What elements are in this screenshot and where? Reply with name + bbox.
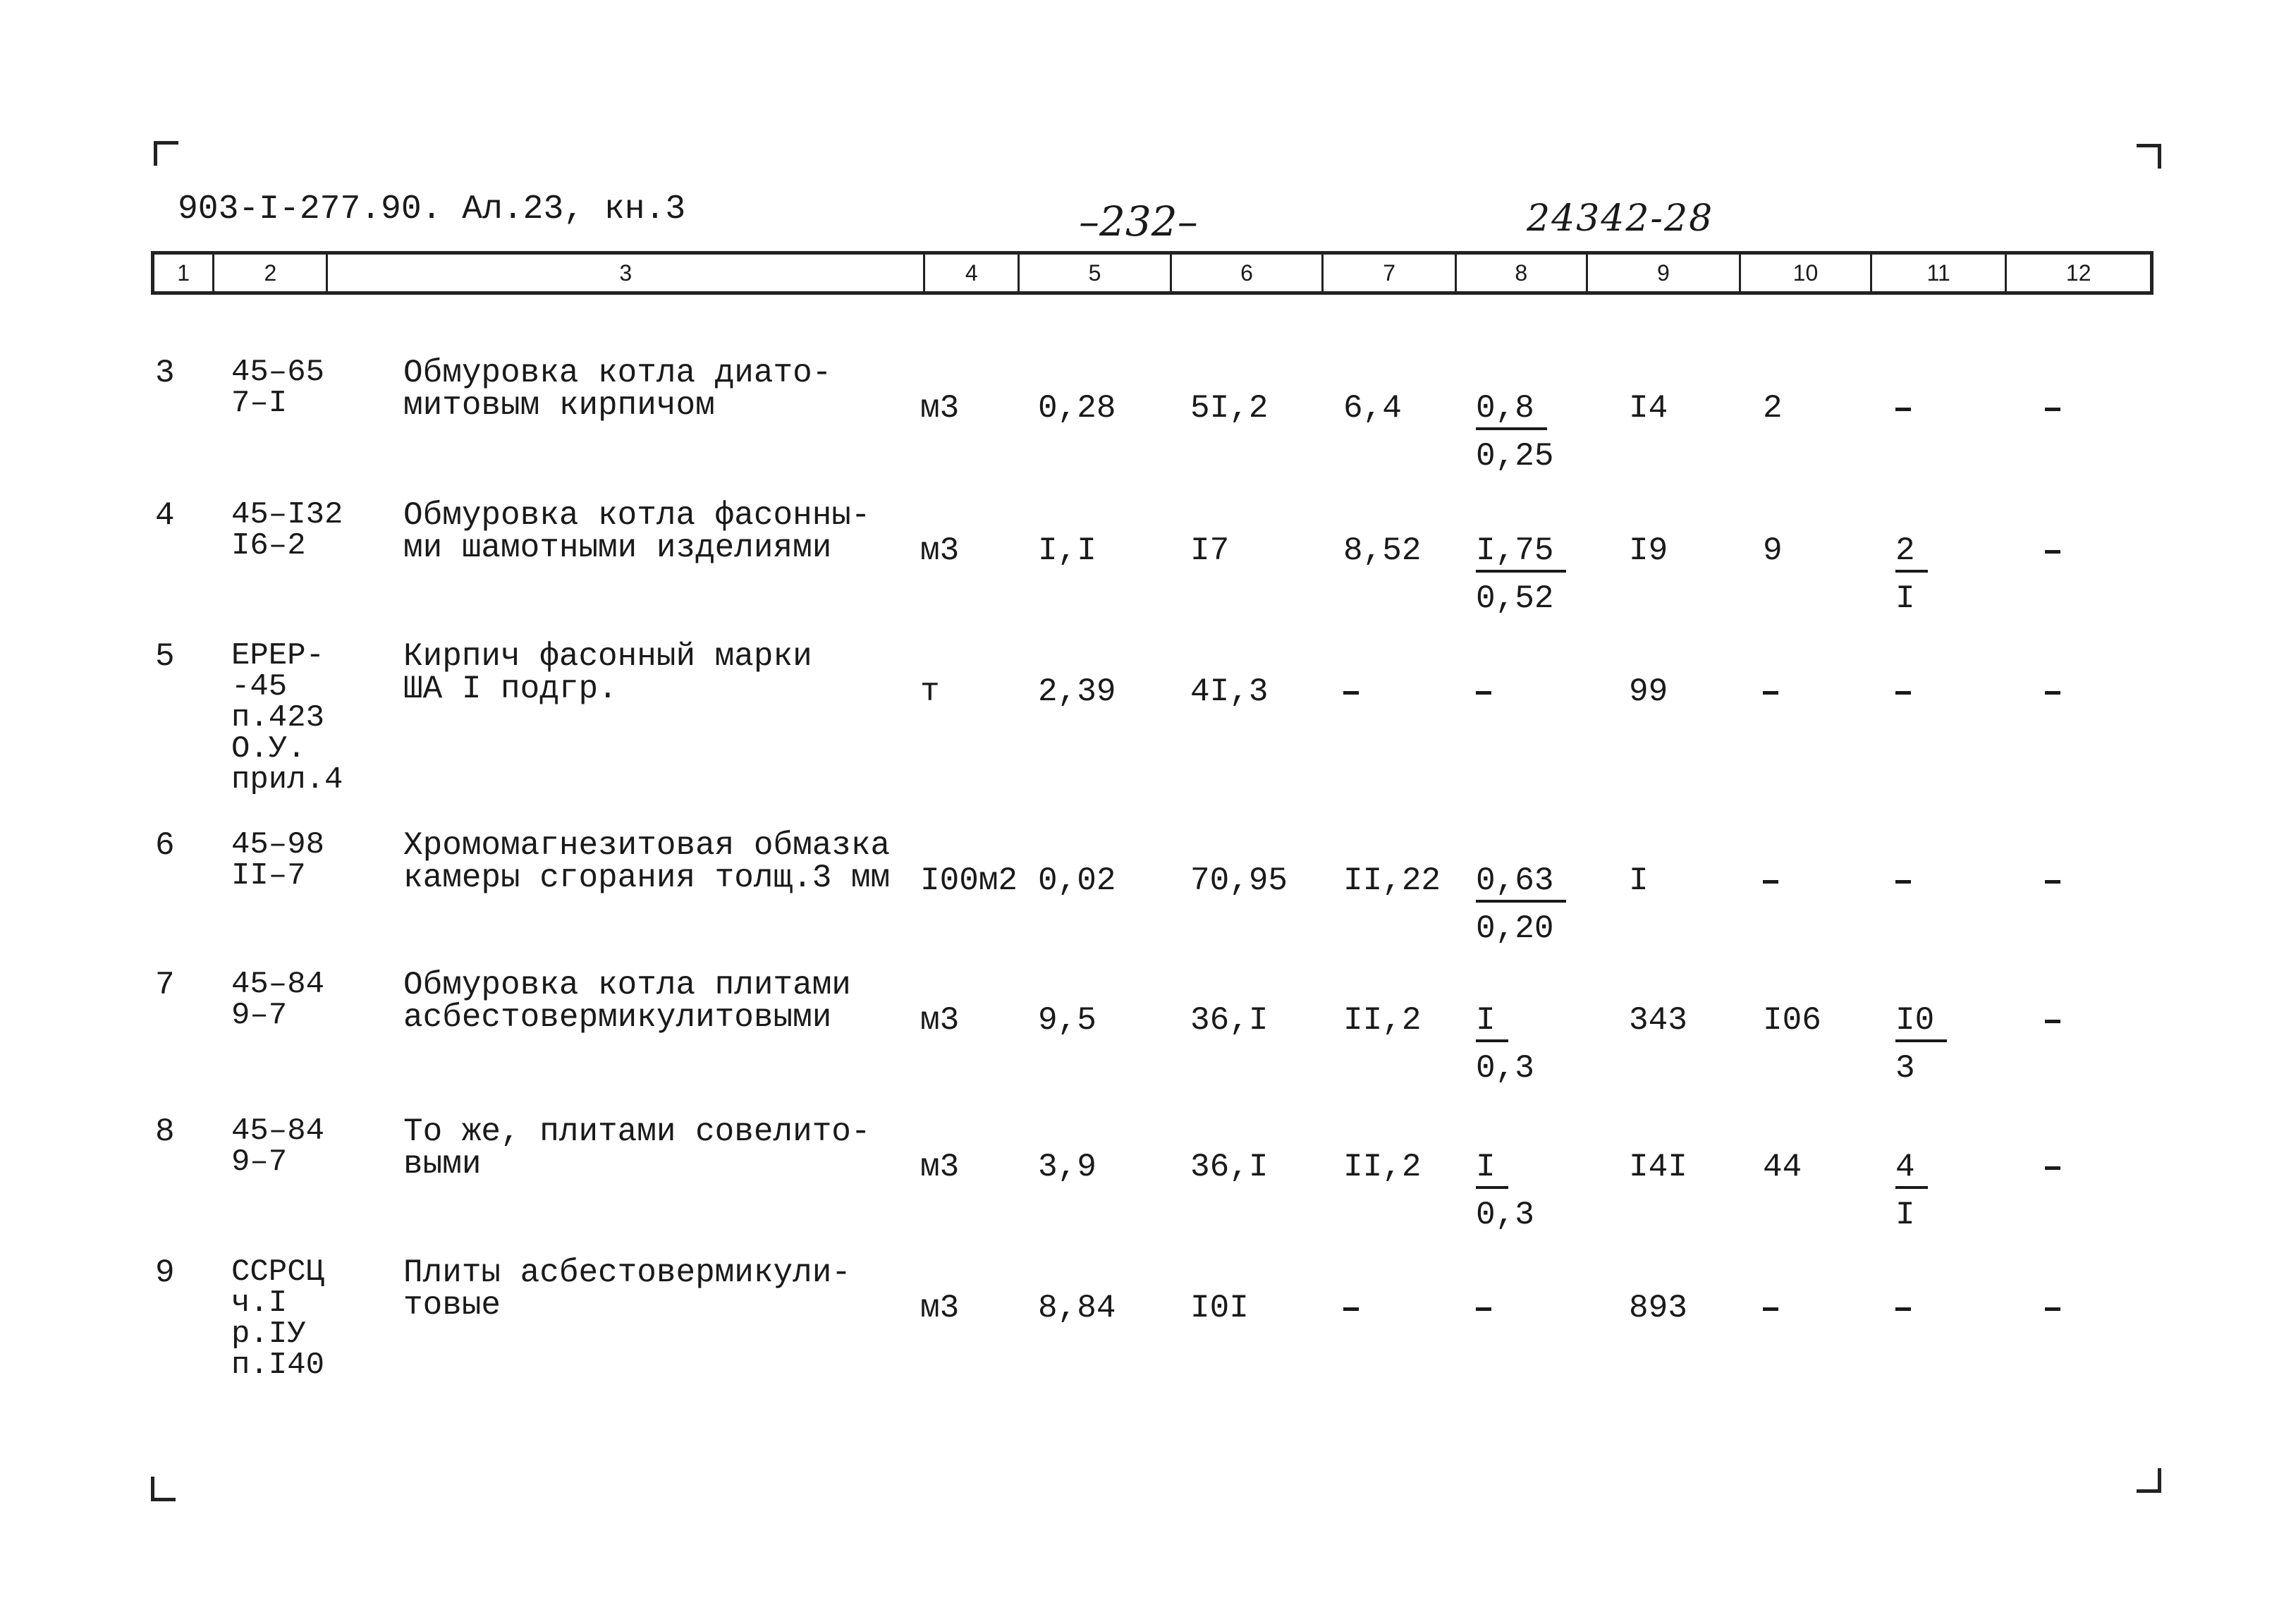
- norm-code: 45–65 7–I: [231, 355, 325, 421]
- cell-col-9: I9: [1629, 532, 1668, 569]
- norm-code: ЕРЕР- -45 п.423 О.У. прил.4: [231, 638, 343, 798]
- cell-col-11-fraction-numerator: I0: [1895, 1004, 1947, 1042]
- cell-col-8-fraction-denominator: 0,20: [1476, 910, 1554, 947]
- document-number: 24342-28: [1527, 197, 1714, 240]
- cell-col-9: I: [1629, 862, 1649, 899]
- work-description: То же, плитами совелито- выми: [403, 1113, 871, 1183]
- cell-col-8-fraction-numerator: I: [1476, 1004, 1508, 1042]
- unit: м3: [920, 1002, 960, 1039]
- row-number: 5: [155, 638, 175, 675]
- cell-col-10-dash: [1763, 691, 1778, 695]
- unit-cost: 36,I: [1190, 1002, 1269, 1039]
- corner-mark-top-right: [2137, 144, 2161, 169]
- unit-cost: 4I,3: [1190, 673, 1269, 710]
- row-number: 6: [155, 827, 175, 864]
- cell-col-11-fraction-numerator: 2: [1895, 535, 1928, 573]
- cell-col-10: I06: [1763, 1002, 1821, 1039]
- cell-col-7: 6,4: [1343, 390, 1402, 427]
- cell-col-8-fraction: [1476, 532, 1566, 617]
- norm-code: 45–98 II–7: [231, 827, 325, 893]
- cell-col-8-fraction-denominator: 0,52: [1476, 580, 1554, 617]
- cell-col-11-dash: [1895, 691, 1911, 695]
- cell-col-11-fraction-denominator: I: [1895, 580, 1915, 617]
- cell-col-8-fraction-denominator: 0,3: [1476, 1197, 1534, 1233]
- cell-col-11-fraction: [1895, 532, 1928, 617]
- unit: м3: [920, 390, 960, 427]
- cell-col-11-fraction-denominator: 3: [1895, 1050, 1915, 1087]
- column-header-2: 2: [214, 255, 328, 291]
- column-header-7: 7: [1324, 255, 1457, 291]
- unit-cost: I7: [1190, 532, 1230, 569]
- cell-col-11-fraction: [1895, 1151, 1928, 1231]
- cell-col-8-fraction-numerator: 0,8: [1476, 392, 1547, 430]
- unit-cost: 36,I: [1190, 1149, 1269, 1185]
- cell-col-9: 343: [1629, 1002, 1687, 1039]
- norm-code: 45–I32 I6–2: [231, 497, 343, 563]
- work-description: Плиты асбестовермикули- товые: [403, 1254, 851, 1324]
- row-number: 8: [155, 1113, 175, 1150]
- quantity: 8,84: [1038, 1290, 1116, 1326]
- document-reference: 903-I-277.90. Ал.23, кн.3: [178, 190, 686, 228]
- cell-col-12-dash: [2045, 1166, 2060, 1170]
- corner-mark-bottom-left: [151, 1477, 176, 1501]
- cell-col-8-fraction: [1476, 1151, 1534, 1231]
- page-number: –232–: [1079, 197, 1198, 245]
- quantity: I,I: [1038, 532, 1096, 569]
- unit-cost: 5I,2: [1190, 390, 1269, 427]
- cell-col-10: 44: [1763, 1149, 1802, 1185]
- unit: I00м2: [920, 862, 1018, 899]
- row-number: 7: [155, 967, 175, 1003]
- unit-cost: 70,95: [1190, 862, 1288, 899]
- corner-mark-top-left: [154, 141, 178, 166]
- cell-col-7-dash: [1343, 691, 1359, 695]
- norm-code: 45–84 9–7: [231, 967, 325, 1033]
- cell-col-10: 9: [1763, 532, 1783, 569]
- column-header-12: 12: [2065, 260, 2091, 286]
- cell-col-7: 8,52: [1343, 532, 1422, 569]
- work-description: Хромомагнезитовая обмазка камеры сгорания толщ.3 мм: [403, 827, 891, 896]
- cell-col-7: II,2: [1343, 1002, 1422, 1039]
- work-description: Обмуровка котла плитами асбестовермикулитовыми: [403, 967, 851, 1036]
- unit: м3: [920, 532, 960, 569]
- column-header-6: 6: [1172, 255, 1324, 291]
- norm-code: 45–84 9–7: [231, 1113, 325, 1180]
- cell-col-8-fraction-numerator: 0,63: [1476, 865, 1566, 903]
- quantity: 0,28: [1038, 390, 1116, 427]
- unit: м3: [920, 1149, 960, 1185]
- cell-col-10-dash: [1763, 1307, 1778, 1311]
- column-header-8: 8: [1457, 255, 1588, 291]
- column-header-1: 1: [154, 255, 214, 291]
- cell-col-8-fraction-denominator: 0,25: [1476, 438, 1554, 475]
- cell-col-11-fraction-numerator: 4: [1895, 1151, 1928, 1189]
- cell-col-7-dash: [1343, 1307, 1359, 1311]
- unit-cost: I0I: [1190, 1290, 1249, 1326]
- quantity: 9,5: [1038, 1002, 1096, 1039]
- cell-col-8-fraction-denominator: 0,3: [1476, 1050, 1534, 1087]
- unit: м3: [920, 1290, 960, 1326]
- cell-col-8-fraction: [1476, 1004, 1534, 1085]
- cell-col-8-dash: [1476, 1307, 1491, 1311]
- cell-col-8-dash: [1476, 691, 1491, 695]
- cell-col-7: II,22: [1343, 862, 1441, 899]
- cell-col-12-dash: [2045, 1020, 2060, 1023]
- row-number: 4: [155, 497, 175, 534]
- cell-col-10-dash: [1763, 880, 1778, 884]
- row-number: 3: [155, 355, 175, 391]
- quantity: 0,02: [1038, 862, 1116, 899]
- quantity: 3,9: [1038, 1149, 1096, 1185]
- cell-col-9: 893: [1629, 1290, 1687, 1326]
- cell-col-11-dash: [1895, 1307, 1911, 1311]
- cell-col-12-dash: [2045, 1307, 2060, 1311]
- cell-col-7: II,2: [1343, 1149, 1422, 1185]
- column-header-3: 3: [328, 255, 925, 291]
- quantity: 2,39: [1038, 673, 1116, 710]
- cell-col-12-dash: [2045, 408, 2060, 411]
- column-header-5: 5: [1020, 255, 1171, 291]
- cell-col-12-dash: [2045, 691, 2060, 695]
- cell-col-10: 2: [1763, 390, 1783, 427]
- work-description: Обмуровка котла фасонны- ми шамотными изделиями: [403, 497, 871, 566]
- column-header-4: 4: [925, 255, 1020, 291]
- corner-mark-bottom-right: [2137, 1468, 2161, 1493]
- column-header-row: [151, 251, 2153, 295]
- cell-col-12-dash: [2045, 550, 2060, 554]
- column-header-9: 9: [1588, 255, 1741, 291]
- cell-col-9: 99: [1629, 673, 1668, 710]
- cell-col-11-fraction-denominator: I: [1895, 1197, 1915, 1233]
- cell-col-8-fraction-numerator: I,75: [1476, 535, 1566, 573]
- cell-col-8-fraction: [1476, 390, 1554, 475]
- row-number: 9: [155, 1254, 175, 1291]
- cell-col-8-fraction: [1476, 862, 1566, 947]
- column-header-11: 11: [1872, 255, 2008, 291]
- cell-col-9: I4I: [1629, 1149, 1687, 1185]
- cell-col-11-dash: [1895, 408, 1911, 411]
- work-description: Кирпич фасонный марки ША I подгр.: [403, 638, 812, 707]
- cell-col-12-dash: [2045, 880, 2060, 884]
- cell-col-11-dash: [1895, 880, 1911, 884]
- cell-col-8-fraction-numerator: I: [1476, 1151, 1508, 1189]
- unit: т: [920, 673, 940, 710]
- cell-col-9: I4: [1629, 390, 1668, 427]
- work-description: Обмуровка котла диато- митовым кирпичом: [403, 355, 832, 424]
- column-header-10: 10: [1741, 255, 1872, 291]
- norm-code: ССРСЦ ч.I р.IУ п.I40: [231, 1254, 325, 1383]
- cell-col-11-fraction: [1895, 1004, 1947, 1085]
